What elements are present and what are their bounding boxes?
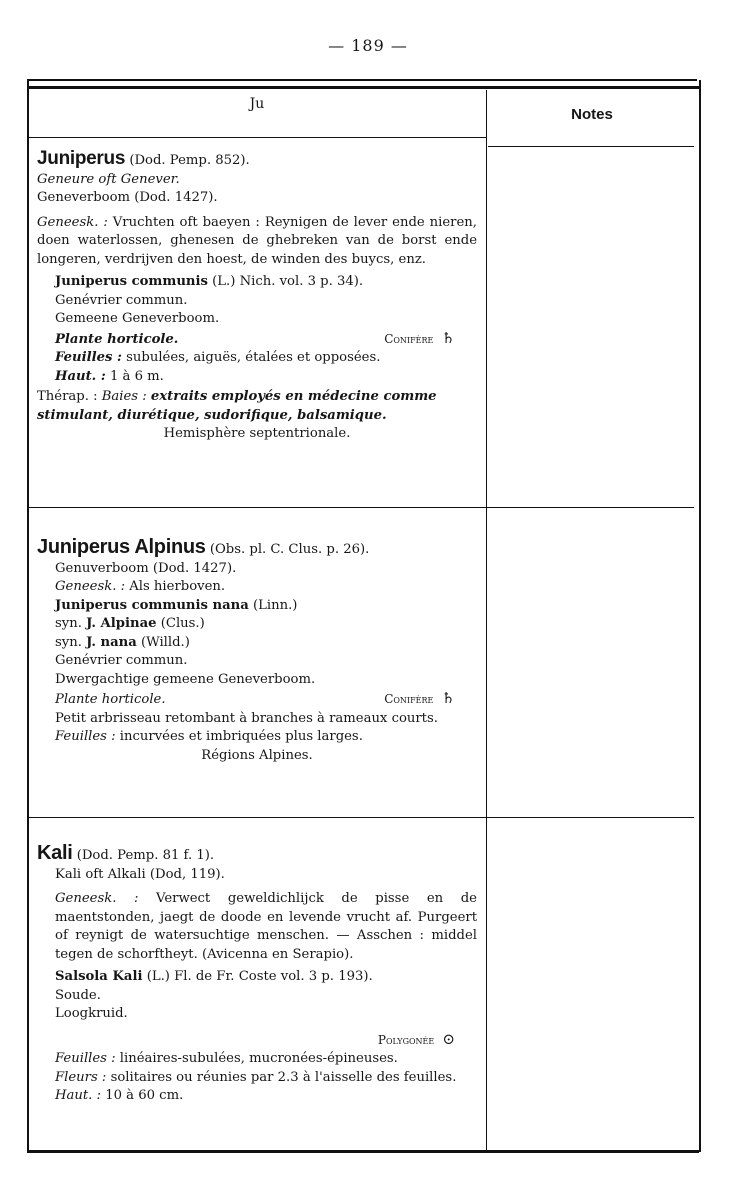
botanical-block bbox=[37, 273, 477, 386]
family-tag bbox=[378, 1030, 477, 1051]
scientific-name-line bbox=[55, 597, 477, 616]
scientific-name-line bbox=[55, 273, 477, 292]
scientific-name: Juniperus communis bbox=[55, 274, 208, 289]
entry-juniperus-alpinus bbox=[37, 538, 477, 765]
region: Régions Alpines. bbox=[201, 747, 313, 763]
geneesk-label: Geneesk. : bbox=[37, 214, 108, 230]
family-tag bbox=[384, 329, 477, 350]
geneesk-text: Verwect geweldichlijck de pisse en de maentstonden, jaegt de doode en levende vrucht af. Purgeert of reynigt de watersuchtige menschen. — Asschen : middel tegen de schorftheyt. (Avicenna en Serapio). bbox=[55, 891, 477, 962]
haut-label: Haut. : bbox=[55, 368, 106, 384]
feuilles-label: Feuilles : bbox=[55, 1051, 116, 1066]
synonym-reference: (Clus.) bbox=[160, 616, 205, 631]
scientific-name: Juniperus communis nana bbox=[55, 597, 249, 613]
synonym-prefix: syn. bbox=[55, 634, 82, 650]
synonym-line bbox=[55, 615, 477, 634]
scientific-name-line bbox=[55, 968, 477, 987]
feuilles-label: Feuilles : bbox=[55, 729, 116, 744]
geneesk-text: Als hierboven. bbox=[129, 579, 226, 594]
entry-heading bbox=[37, 844, 477, 866]
perennial-icon: ♄ bbox=[441, 689, 455, 707]
dutch-name: Gemeene Geneverboom. bbox=[55, 311, 220, 326]
synonym-name: J. Alpinae bbox=[86, 616, 157, 631]
plante-label: Plante horticole. bbox=[55, 692, 166, 707]
feuilles-text: incurvées et imbriquées plus larges. bbox=[119, 729, 363, 744]
french-name: Genévrier commun. bbox=[55, 292, 188, 308]
feuilles-label: Feuilles : bbox=[55, 350, 122, 365]
family-name: Polygonée bbox=[377, 1032, 435, 1047]
column-header-main: Ju bbox=[249, 96, 265, 112]
therap-line bbox=[37, 388, 477, 407]
haut-line bbox=[55, 1087, 477, 1106]
vernacular-name: Kali oft Alkali (Dod, 119). bbox=[55, 866, 225, 882]
plante-row bbox=[55, 689, 477, 710]
family-name: Conifère bbox=[384, 692, 434, 706]
scientific-reference: (L.) Fl. de Fr. Coste vol. 3 p. 193). bbox=[146, 969, 373, 984]
botanical-block bbox=[37, 968, 477, 1106]
genus-name: Kali bbox=[37, 842, 73, 864]
feuilles-line bbox=[55, 1050, 477, 1069]
bottom-rule bbox=[27, 1150, 699, 1153]
dutch-name: Dwergachtige gemeene Geneverboom. bbox=[55, 671, 316, 687]
entry-kali bbox=[37, 844, 477, 1106]
perennial-icon: ♄ bbox=[441, 328, 455, 347]
family-row bbox=[55, 1030, 477, 1051]
therap-baies: Baies : bbox=[101, 389, 147, 404]
geneesk-label: Geneesk. : bbox=[55, 891, 139, 906]
entry-heading bbox=[37, 538, 477, 560]
therap-label: Thérap. : bbox=[37, 389, 98, 404]
region: Hemisphère septentrionale. bbox=[163, 426, 351, 441]
vernacular-name: Geneverboom (Dod. 1427). bbox=[37, 190, 218, 205]
fleurs-line bbox=[55, 1069, 477, 1088]
genus-reference: (Obs. pl. C. Clus. p. 26). bbox=[209, 542, 370, 557]
genus-name: Juniperus Alpinus bbox=[37, 536, 206, 558]
therap-text-cont: stimulant, diurétique, sudorifique, balsamique. bbox=[37, 407, 387, 423]
column-header-notes: Notes bbox=[571, 106, 613, 123]
annual-icon: ⊙ bbox=[442, 1029, 455, 1048]
column-divider bbox=[486, 90, 487, 1150]
haut-label: Haut. : bbox=[55, 1088, 101, 1103]
family-tag bbox=[384, 689, 477, 710]
plante-label: Plante horticole. bbox=[55, 331, 179, 347]
haut-text: 1 à 6 m. bbox=[109, 368, 164, 384]
botanical-block bbox=[37, 560, 477, 747]
genus-name: Juniperus bbox=[37, 148, 126, 169]
fleurs-label: Fleurs : bbox=[55, 1069, 107, 1085]
therap-text: extraits employés en médecine comme bbox=[150, 389, 437, 404]
synonym-prefix: syn. bbox=[55, 616, 82, 631]
vernacular-name: Genuverboom (Dod. 1427). bbox=[55, 560, 237, 576]
header-rule-main bbox=[29, 137, 486, 138]
feuilles-text: subulées, aiguës, étalées et opposées. bbox=[126, 350, 381, 365]
synonym-name: J. nana bbox=[86, 634, 137, 650]
geneesk-line bbox=[55, 578, 477, 597]
plante-row bbox=[55, 329, 477, 350]
scientific-reference: (L.) Nich. vol. 3 p. 34). bbox=[212, 274, 364, 289]
geneesk-paragraph bbox=[37, 214, 477, 270]
description: Petit arbrisseau retombant à branches à rameaux courts. bbox=[55, 710, 438, 726]
vernacular-name: Geneure oft Genever. bbox=[37, 171, 180, 187]
family-name: Conifère bbox=[384, 331, 434, 346]
scientific-reference: (Linn.) bbox=[253, 597, 298, 613]
feuilles-line bbox=[55, 728, 477, 747]
synonym-reference: (Willd.) bbox=[140, 634, 190, 650]
genus-reference: (Dod. Pemp. 81 f. 1). bbox=[76, 848, 215, 863]
geneesk-paragraph bbox=[37, 890, 477, 964]
entry-separator bbox=[29, 817, 694, 818]
haut-text: 10 à 60 cm. bbox=[105, 1088, 184, 1103]
scientific-name: Salsola Kali bbox=[55, 969, 143, 984]
entry-separator bbox=[29, 507, 694, 508]
feuilles-text: linéaires-subulées, mucronées-épineuses. bbox=[119, 1051, 398, 1066]
fleurs-text: solitaires ou réunies par 2.3 à l'aisselle des feuilles. bbox=[110, 1069, 457, 1085]
page-number: — 189 — bbox=[328, 36, 408, 55]
geneesk-text: Vruchten oft baeyen : Reynigen de lever ende nieren, doen waterlossen, ghenesen de ghebreken van de borst ende longeren, verdrijven den hoest, de winden des buycs, enz. bbox=[37, 214, 477, 267]
entry-heading bbox=[37, 150, 477, 171]
dutch-name: Loogkruid. bbox=[55, 1006, 128, 1021]
header-rule-notes bbox=[488, 146, 694, 147]
french-name: Soude. bbox=[55, 987, 101, 1003]
haut-line bbox=[55, 368, 477, 387]
geneesk-label: Geneesk. : bbox=[55, 579, 126, 594]
feuilles-line bbox=[55, 349, 477, 368]
synonym-line bbox=[55, 634, 477, 653]
entry-juniperus bbox=[37, 150, 477, 444]
french-name: Genévrier commun. bbox=[55, 653, 188, 668]
genus-reference: (Dod. Pemp. 852). bbox=[129, 153, 250, 168]
